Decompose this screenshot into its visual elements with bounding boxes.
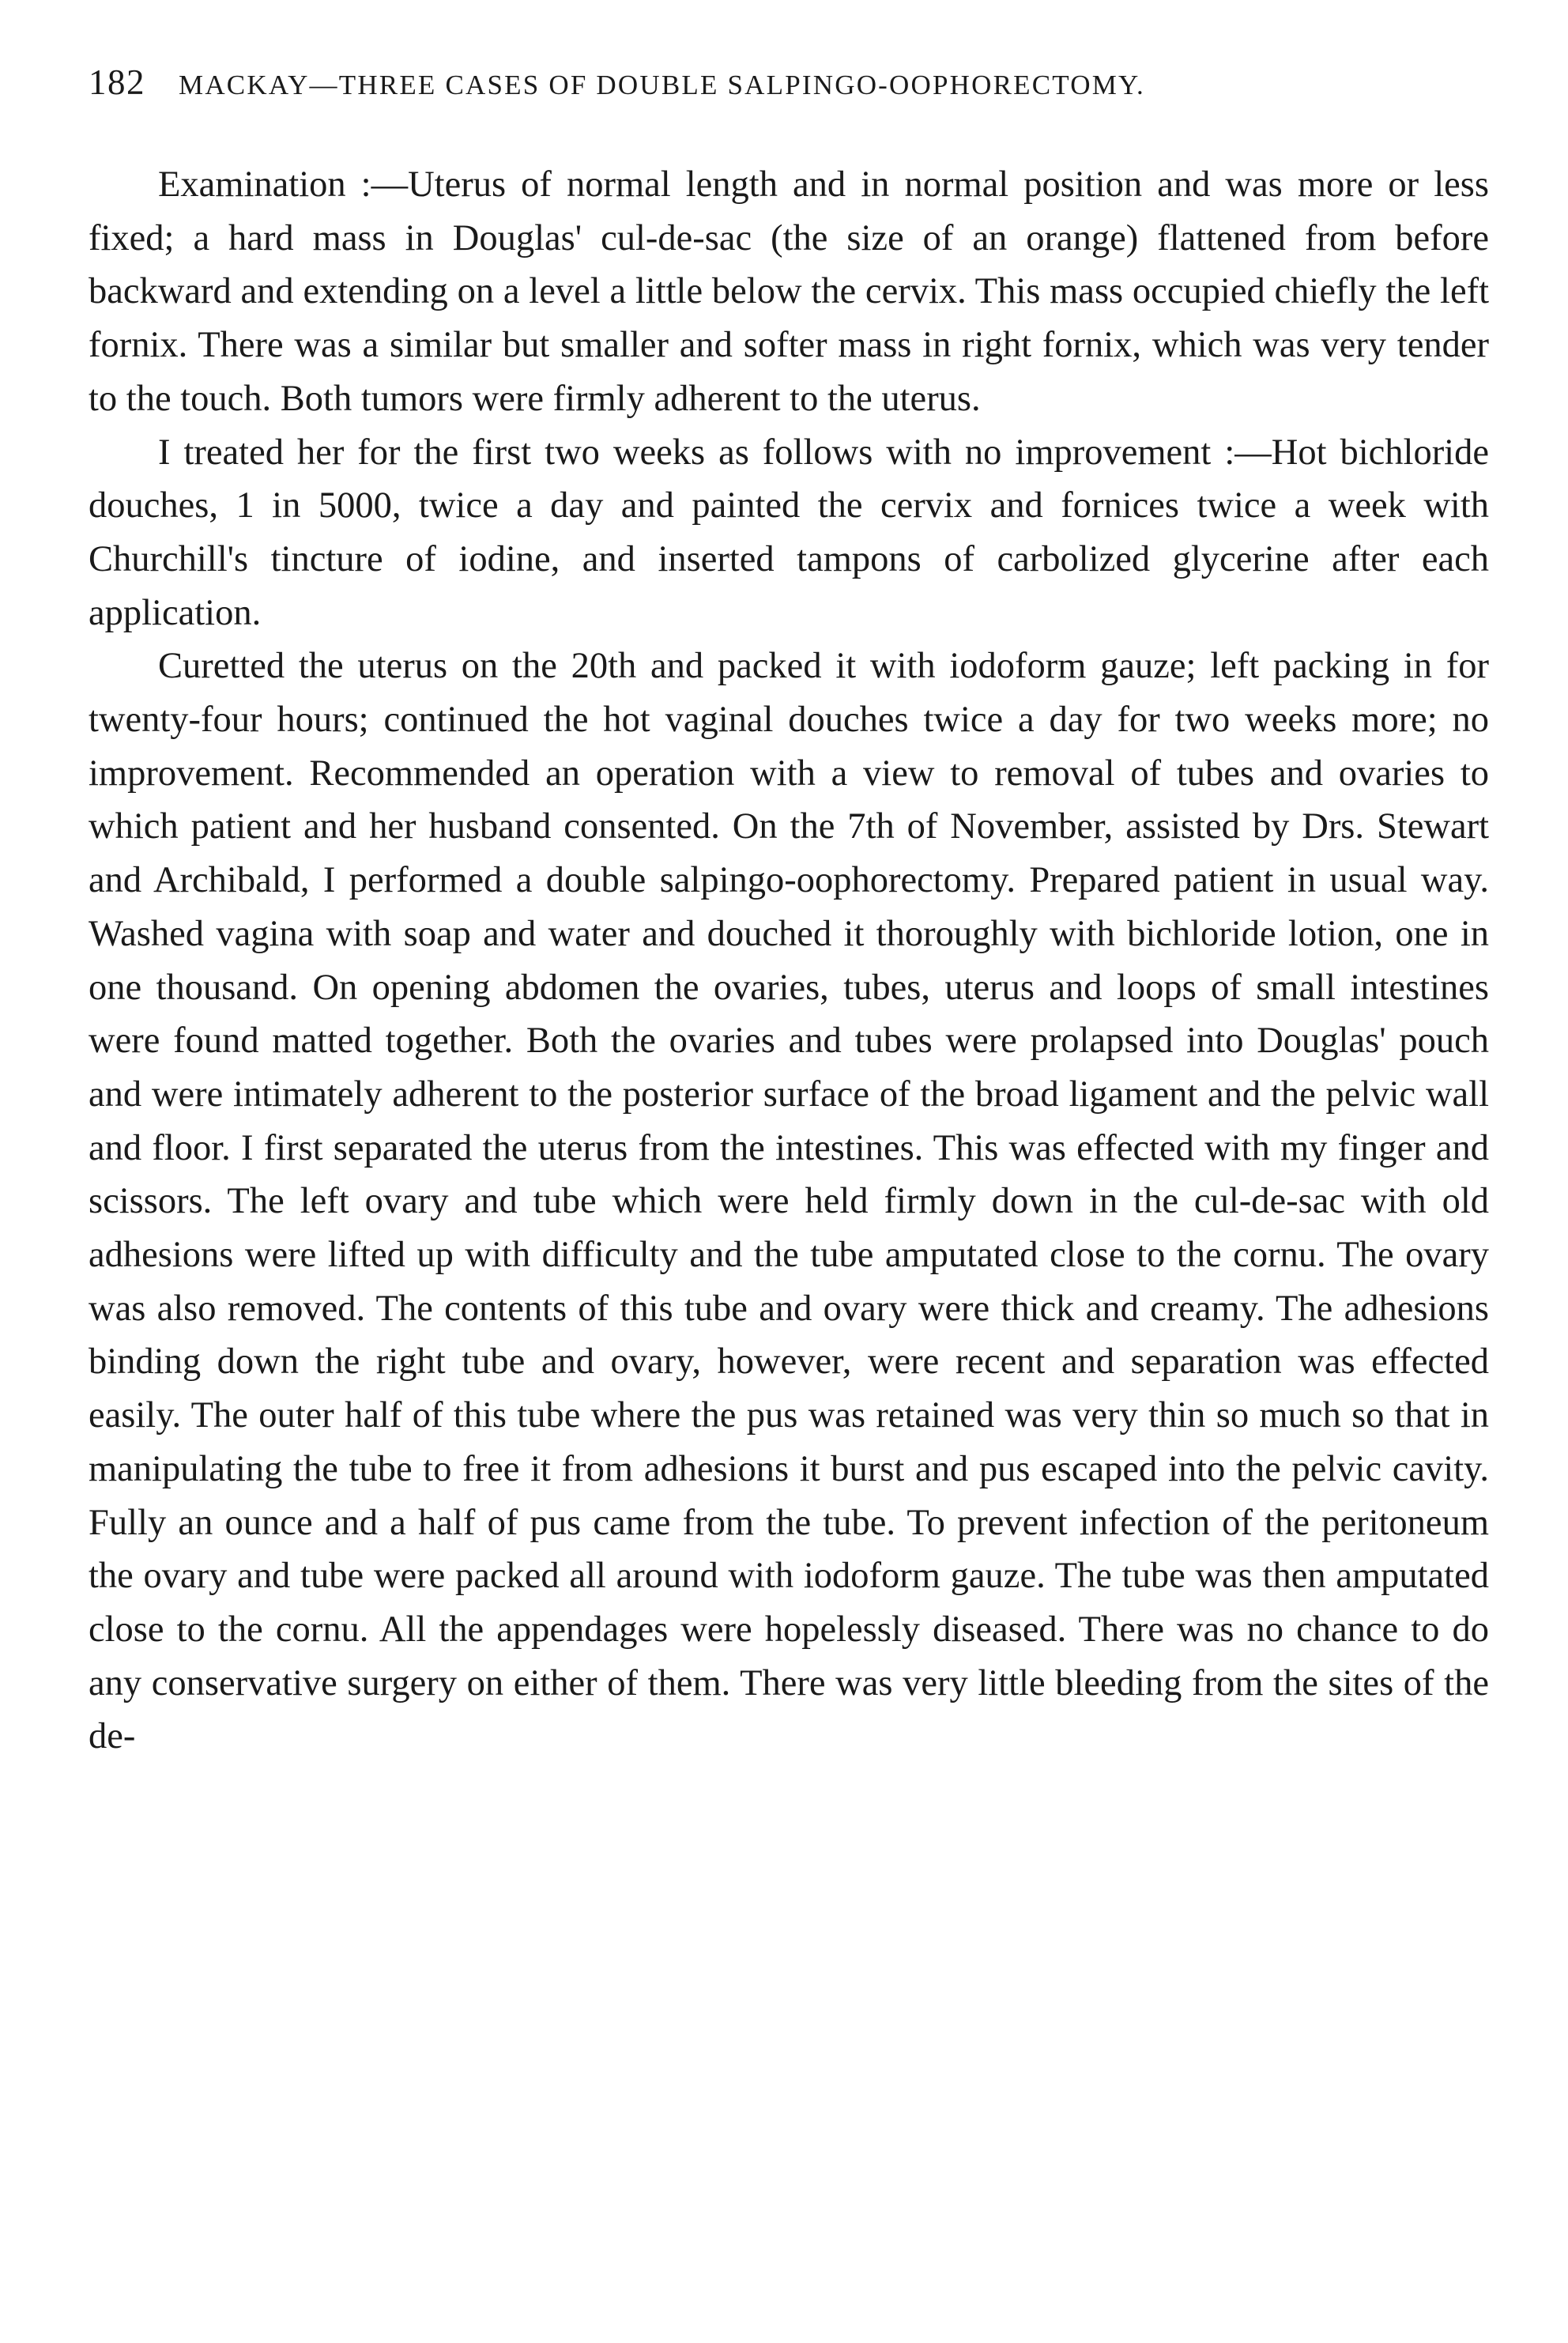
- page-number: 182: [89, 62, 145, 102]
- paragraph-examination: Examination :—Uterus of normal length and in normal position and was more or less fixed; a hard mass in Douglas' cul-de-sac (the size of an orange) flattened from before backward and extending on a level a little below the cervix. This mass occupied chiefly the left fornix. There was a similar but smaller and softer mass in right fornix, which was very tender to the touch. Both tumors were firmly adherent to the uterus.: [89, 164, 1489, 419]
- paragraph-treatment: I treated her for the first two weeks as follows with no improvement :—Hot bichloride douches, 1 in 5000, twice a day and painted the cervix and fornices twice a week with Churchill's tincture of iodine, and inserted tampons of carbolized glycerine after each application.: [89, 432, 1489, 633]
- running-head: [89, 62, 1495, 102]
- paragraph-operation: Curetted the uterus on the 20th and packed it with iodoform gauze; left packing in for twenty-four hours; continued the hot vaginal douches twice a day for two weeks more; no improvement. Recommended an operation with a view to removal of tubes and ovaries to which patient and her husband consented. On the 7th of November, assisted by Drs. Stewart and Archibald, I performed a double salpingo-oophorectomy. Prepared patient in usual way. Washed vagina with soap and water and douched it thoroughly with bichloride lotion, one in one thousand. On opening abdomen the ovaries, tubes, uterus and loops of small intestines were found matted together. Both the ovaries and tubes were prolapsed into Douglas' pouch and were intimately adherent to the posterior surface of the broad ligament and the pelvic wall and floor. I first separated the uterus from the intestines. This was effected with my finger and scissors. The left ovary and tube which were held firmly down in the cul-de-sac with old adhesions were lifted up with difficulty and the tube amputated close to the cornu. The ovary was also removed. The contents of this tube and ovary were thick and creamy. The adhesions binding down the right tube and ovary, however, were recent and separation was effected easily. The outer half of this tube where the pus was retained was very thin so much so that in manipulating the tube to free it from adhesions it burst and pus escaped into the pelvic cavity. Fully an ounce and a half of pus came from the tube. To prevent infection of the peritoneum the ovary and tube were packed all around with iodoform gauze. The tube was then amputated close to the cornu. All the appendages were hopelessly diseased. There was no chance to do any conservative surgery on either of them. There was very little bleeding from the sites of the de-: [89, 646, 1489, 1757]
- body-text: [89, 158, 1489, 1764]
- running-title: MACKAY—THREE CASES OF DOUBLE SALPINGO-OOPHORECTOMY.: [179, 70, 1145, 100]
